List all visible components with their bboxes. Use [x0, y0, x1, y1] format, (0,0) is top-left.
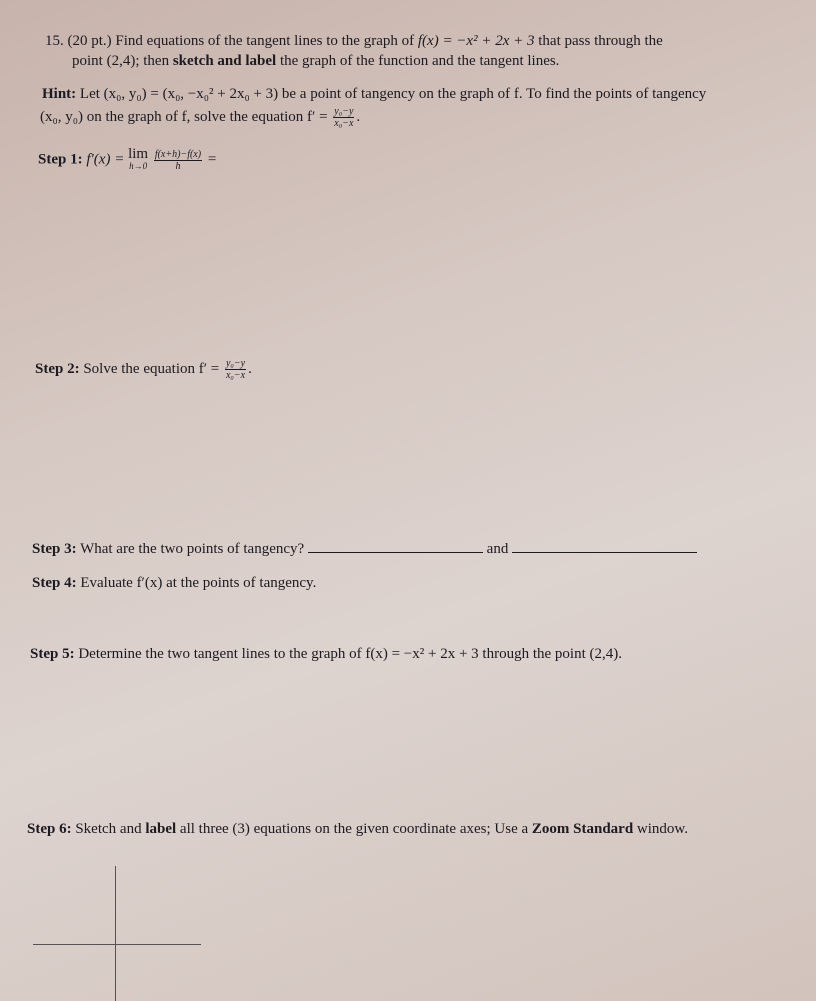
problem-line-1	[45, 33, 663, 50]
step-5	[30, 646, 622, 663]
function-expression: f(x) = −x² + 2x + 3	[417, 33, 535, 49]
x-axis	[33, 944, 201, 945]
step-text: Sketch and	[75, 821, 142, 837]
step-6	[27, 821, 688, 838]
step-label: Step 3:	[32, 541, 77, 557]
step2-fraction	[225, 358, 246, 381]
step-label: Step 1:	[38, 151, 83, 168]
period: .	[248, 360, 252, 377]
lim-sub: h→0	[129, 161, 148, 171]
intro-text: Find equations of the tangent lines to the graph of	[115, 33, 415, 49]
step-text: all three (3) equations on the given coordinate axes; Use a	[179, 821, 529, 837]
step-label: Step 5:	[30, 646, 75, 662]
intro-bold: sketch and label	[172, 53, 277, 69]
denominator: x₀−x	[225, 370, 246, 381]
problem-number: 15.	[45, 33, 64, 49]
difference-quotient	[154, 149, 202, 172]
step-3	[32, 540, 697, 558]
hint-label: Hint:	[42, 86, 77, 102]
denominator: h	[175, 160, 181, 172]
hint-line-1	[42, 86, 706, 103]
step-expression: f′(x) =	[86, 151, 125, 168]
hint-line-2	[40, 106, 360, 129]
step-text: Solve the equation f′ =	[83, 360, 220, 377]
lim-text: lim	[128, 146, 149, 162]
step-2	[35, 358, 252, 381]
equals: =	[207, 151, 217, 168]
numerator: y₀−y	[225, 358, 246, 369]
answer-blank-2[interactable]	[512, 540, 697, 553]
step-text: What are the two points of tangency?	[80, 541, 305, 557]
intro-text: point (2,4); then	[72, 53, 170, 69]
step-bold: Zoom Standard	[531, 821, 634, 837]
problem-points: (20 pt.)	[67, 33, 112, 49]
intro-text: the graph of the function and the tangent lines.	[279, 53, 560, 69]
numerator: f(x+h)−f(x)	[154, 148, 202, 160]
step-text: window.	[636, 821, 689, 837]
step-bold: label	[145, 821, 177, 837]
intro-text: that pass through the	[538, 33, 663, 49]
step-label: Step 2:	[35, 360, 80, 377]
step-4	[32, 575, 316, 592]
hint-text: (x₀, y₀) on the graph of f, solve the equation f′ =	[40, 108, 328, 125]
denominator: x₀−x	[334, 118, 354, 129]
step-label: Step 4:	[32, 575, 77, 591]
numerator: y₀−y	[334, 106, 354, 117]
limit	[128, 148, 148, 172]
step-text: Determine the two tangent lines to the graph of f(x) = −x² + 2x + 3 through the point (2,4).	[78, 646, 622, 662]
step-text: Evaluate f′(x) at the points of tangency.	[80, 575, 317, 591]
problem-line-2	[72, 53, 559, 70]
answer-blank-1[interactable]	[308, 540, 483, 553]
hint-text: Let (x₀, y₀) = (x₀, −x₀² + 2x₀ + 3) be a point of tangency on the graph of f. To find the points of tangency	[79, 86, 707, 102]
hint-fraction	[333, 106, 354, 129]
and-text: and	[486, 541, 509, 557]
period: .	[356, 108, 361, 125]
step-label: Step 6:	[27, 821, 72, 837]
step-1	[38, 148, 216, 172]
y-axis	[115, 866, 116, 1001]
